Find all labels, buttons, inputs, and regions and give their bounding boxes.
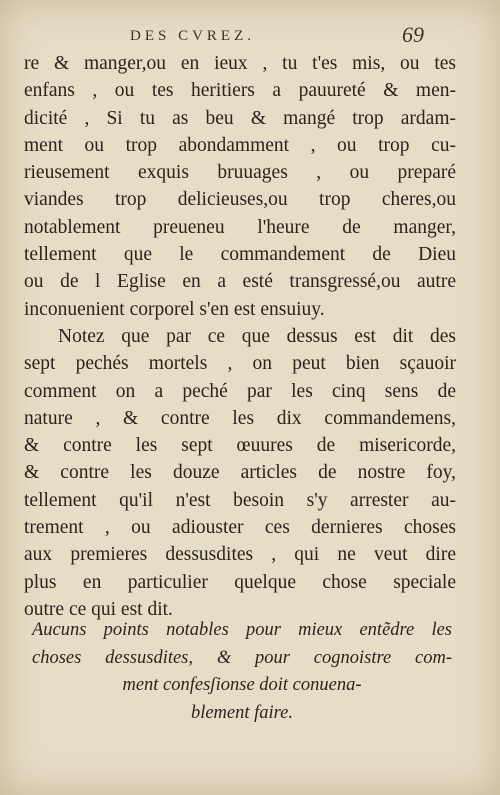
text-line: plus en particulier quelque chose speciale <box>24 571 456 593</box>
text-line: & contre les sept œuures de misericorde, <box>24 435 456 457</box>
text-line: & contre les douze articles de nostre foy, <box>24 462 456 484</box>
page-number: 69 <box>402 22 424 47</box>
text-line: enfans , ou tes heritiers a pauureté & men- <box>24 80 456 102</box>
running-head: DES CVREZ. <box>130 28 256 44</box>
text-line: outre ce qui est dit. <box>24 598 173 620</box>
text-line: comment on a peché par les cinq sens de <box>24 380 456 402</box>
section-heading <box>32 617 452 727</box>
text-line: inconuenient corporel s'en est ensuiuy. <box>24 298 325 320</box>
text-line: ou de l Eglise en a esté transgressé,ou autre <box>24 271 456 293</box>
text-line: ment ou trop abondamment , ou trop cu- <box>24 134 456 156</box>
text-line: re & manger,ou en ieux , tu t'es mis, ou tes <box>24 53 456 74</box>
text-line: Notez que par ce que dessus est dit des <box>58 325 456 347</box>
heading-line: ment confesʃionse doit conuena- <box>122 675 362 695</box>
heading-line: choses dessusdites, & pour cognoistre com- <box>32 647 452 668</box>
heading-line: Aucuns points notables pour mieux entẽdre les <box>32 620 452 640</box>
paragraph-1 <box>24 50 456 323</box>
page-header <box>0 22 500 52</box>
text-line: aux premieres dessusdites , qui ne veut dire <box>24 544 456 566</box>
paragraph-2 <box>24 323 456 623</box>
text-line: nature , & contre les dix commandemens, <box>24 407 456 429</box>
text-line: trement , ou adiouster ces dernieres choses <box>24 517 456 539</box>
body-text <box>24 50 456 623</box>
text-line: tellement que le commandement de Dieu <box>24 244 456 266</box>
text-line: tellement qu'il n'est besoin s'y arrester au- <box>24 489 456 511</box>
text-line: rieusement exquis bruuages , ou preparé <box>24 162 456 184</box>
text-line: sept pechés mortels , on peut bien sçauoir <box>24 353 456 375</box>
heading-line: blement faire. <box>190 702 294 723</box>
text-line: dicité , Si tu as beu & mangé trop ardam- <box>24 107 456 129</box>
text-line: viandes trop delicieuses,ou trop cheres,ou <box>24 189 456 211</box>
text-line: notablement preueneu l'heure de manger, <box>24 216 456 238</box>
